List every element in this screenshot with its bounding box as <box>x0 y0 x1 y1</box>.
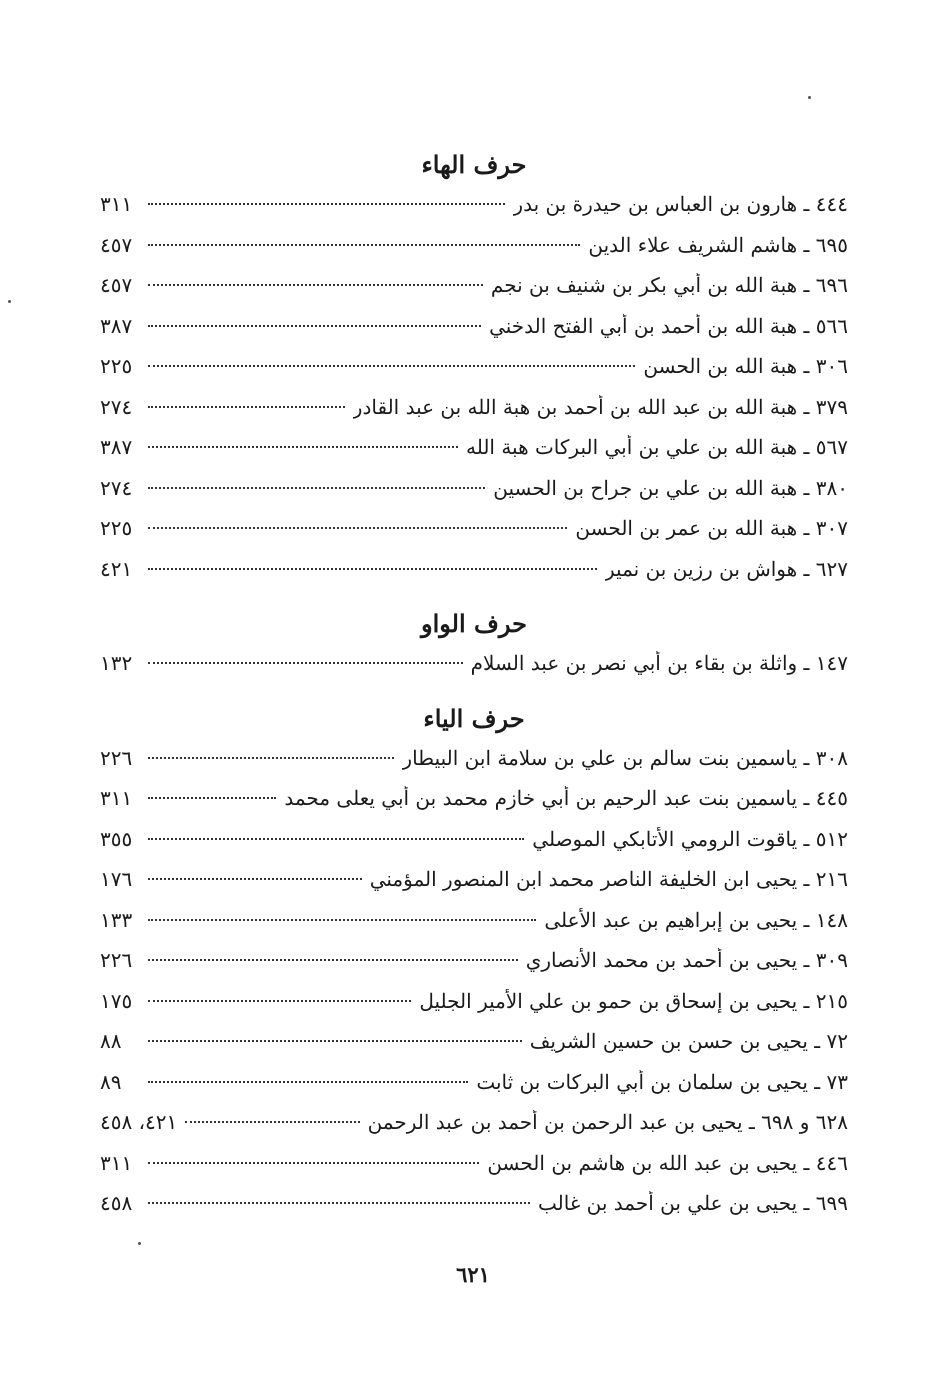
entry-title: ٥٦٧ ـ هبة الله بن علي بن أبي البركات هبة الله <box>465 435 848 459</box>
section-waw <box>100 609 848 692</box>
dot-leader <box>148 1081 468 1083</box>
section-heading: حرف الهاء <box>421 150 527 179</box>
entry-pages: ١٣٣ <box>100 907 133 932</box>
index-entry <box>100 786 848 827</box>
entry-pages: ٨٩ <box>100 1069 122 1094</box>
entry-title: ١٤٧ ـ واثلة بن بقاء بن أبي نصر بن عبد السلام <box>470 651 848 675</box>
dot-leader <box>148 919 536 921</box>
index-entry <box>100 948 848 989</box>
index-entry <box>100 827 848 868</box>
dot-leader <box>148 959 518 961</box>
entry-title: ٥٦٦ ـ هبة الله بن أحمد بن أبي الفتح الدخني <box>489 313 848 338</box>
dot-leader <box>148 568 597 570</box>
index-entry <box>100 395 848 436</box>
dot-leader <box>148 244 580 246</box>
scan-speck <box>8 300 11 303</box>
index-entry <box>100 192 848 233</box>
entry-pages: ٤٥٨ <box>100 1191 133 1215</box>
entry-pages: ٤٥٧ <box>100 273 133 297</box>
dot-leader <box>185 1121 359 1123</box>
entry-pages: ٣٥٥ <box>100 826 133 851</box>
entry-title: ٥١٢ ـ ياقوت الرومي الأتابكي الموصلي <box>532 826 848 851</box>
dot-leader <box>148 284 483 286</box>
index-entry <box>100 989 848 1030</box>
dot-leader <box>148 838 524 840</box>
index-entry <box>100 435 848 476</box>
index-entry <box>100 314 848 355</box>
index-entry <box>100 1029 848 1070</box>
entry-list <box>100 746 848 1232</box>
entry-title: ٤٤٥ ـ ياسمين بنت عبد الرحيم بن أبي خازم محمد بن أبي يعلى محمد <box>284 786 848 810</box>
section-heading: حرف الواو <box>421 609 527 638</box>
entry-pages: ٤٢١ <box>100 556 133 581</box>
entry-title: ٢١٦ ـ يحيى ابن الخليفة الناصر محمد ابن المنصور المؤمني <box>369 867 848 891</box>
dot-leader <box>148 203 505 205</box>
entry-pages: ٢٧٤ <box>100 394 133 419</box>
entry-title: ٣٠٩ ـ يحيى بن أحمد بن محمد الأنصاري <box>525 948 848 972</box>
index-entry <box>100 476 848 517</box>
scan-speck <box>138 1242 141 1245</box>
index-entry <box>100 273 848 314</box>
dot-leader <box>148 365 635 367</box>
dot-leader <box>148 446 458 448</box>
dot-leader <box>148 662 463 664</box>
index-entry <box>100 1070 848 1111</box>
entry-pages: ١٧٥ <box>100 988 133 1013</box>
index-entry <box>100 1151 848 1192</box>
entry-pages: ٣١١ <box>100 192 133 216</box>
entry-title: ٤٤٦ ـ يحيى بن عبد الله بن هاشم بن الحسن <box>487 1150 848 1175</box>
index-entry <box>100 557 848 598</box>
index-entry <box>100 746 848 787</box>
entry-title: ٣٧٩ ـ هبة الله بن عبد الله بن أحمد بن هبة الله بن عبد القادر <box>352 394 848 419</box>
entry-pages: ٣٨٧ <box>100 313 133 338</box>
index-entry <box>100 908 848 949</box>
dot-leader <box>148 1000 411 1002</box>
dot-leader <box>148 325 481 327</box>
entry-list <box>100 651 848 692</box>
dot-leader <box>148 757 394 759</box>
dot-leader <box>148 1040 522 1042</box>
scan-speck <box>808 96 811 99</box>
dot-leader <box>148 1162 479 1164</box>
entry-pages: ٣١١ <box>100 786 133 810</box>
index-page <box>100 140 848 1232</box>
entry-title: ٣٠٧ ـ هبة الله بن عمر بن الحسن <box>575 516 848 540</box>
section-yaa <box>100 704 848 1232</box>
entry-title: ٢١٥ ـ يحيى بن إسحاق بن حمو بن علي الأمير الجليل <box>419 988 848 1013</box>
entry-pages: ٣٨٧ <box>100 435 133 459</box>
entry-title: ٦٢٨ و ٦٩٨ ـ يحيى بن عبد الرحمن بن أحمد بن عبد الرحمن <box>367 1110 848 1134</box>
entry-pages: ٤٢١، ٤٥٨ <box>100 1110 178 1134</box>
index-entry <box>100 867 848 908</box>
entry-title: ٣٠٦ ـ هبة الله بن الحسن <box>643 354 848 378</box>
entry-title: ٦٩٦ ـ هبة الله بن أبي بكر بن شنيف بن نجم <box>490 273 848 297</box>
entry-pages: ٢٢٥ <box>100 516 133 540</box>
entry-pages: ٨٨ <box>100 1029 122 1053</box>
entry-pages: ٢٢٦ <box>100 745 133 770</box>
entry-title: ١٤٨ ـ يحيى بن إبراهيم بن عبد الأعلى <box>544 907 848 932</box>
entry-list <box>100 192 848 597</box>
index-entry <box>100 516 848 557</box>
entry-title: ٦٢٧ ـ هواش بن رزين بن نمير <box>605 556 848 581</box>
page-number: ٦٢١ <box>456 1262 490 1287</box>
entry-title: ٤٤٤ ـ هارون بن العباس بن حيدرة بن بدر <box>513 192 848 216</box>
entry-title: ٦٩٥ ـ هاشم الشريف علاء الدين <box>588 232 848 257</box>
index-entry <box>100 233 848 274</box>
dot-leader <box>148 797 276 799</box>
entry-pages: ٢٢٥ <box>100 354 133 378</box>
entry-pages: ١٣٢ <box>100 651 133 675</box>
entry-pages: ٣١١ <box>100 1150 133 1175</box>
entry-pages: ٢٢٦ <box>100 948 133 972</box>
index-entry <box>100 354 848 395</box>
section-heading: حرف الياء <box>423 703 525 733</box>
dot-leader <box>148 406 345 408</box>
entry-pages: ٢٧٤ <box>100 475 133 500</box>
index-entry <box>100 1191 848 1232</box>
entry-title: ٦٩٩ ـ يحيى بن علي بن أحمد بن غالب <box>538 1191 848 1215</box>
entry-title: ٧٢ ـ يحيى بن حسن بن حسين الشريف <box>529 1029 848 1053</box>
entry-title: ٧٣ ـ يحيى بن سلمان بن أبي البركات بن ثابت <box>476 1069 848 1094</box>
dot-leader <box>148 527 567 529</box>
dot-leader <box>148 1202 530 1204</box>
entry-pages: ١٧٦ <box>100 867 133 891</box>
entry-title: ٣٠٨ ـ ياسمين بنت سالم بن علي بن سلامة ابن البيطار <box>402 745 848 770</box>
index-entry <box>100 651 848 692</box>
entry-pages: ٤٥٧ <box>100 232 133 257</box>
dot-leader <box>148 878 362 880</box>
index-entry <box>100 1110 848 1151</box>
entry-title: ٣٨٠ ـ هبة الله بن علي بن جراح بن الحسين <box>493 475 848 500</box>
dot-leader <box>148 487 485 489</box>
section-haa <box>100 150 848 597</box>
